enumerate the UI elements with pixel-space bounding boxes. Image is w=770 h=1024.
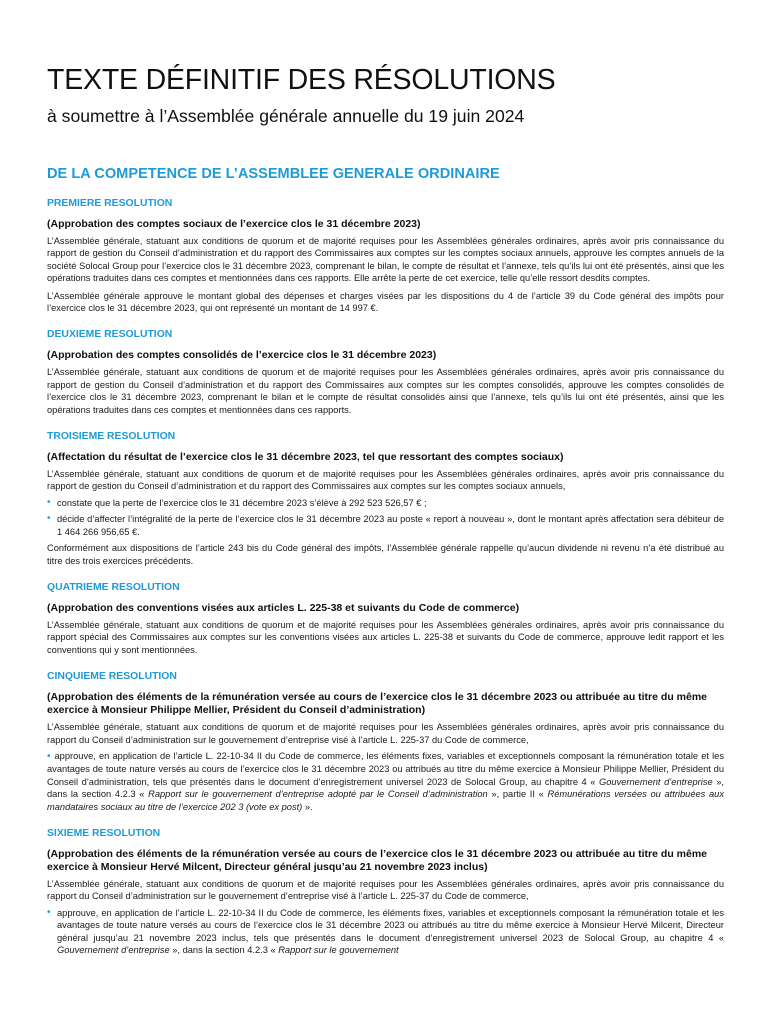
resolution-bullet-list	[47, 750, 724, 813]
list-item	[47, 750, 724, 813]
resolution-4	[47, 581, 724, 656]
bullet-text: », dans la section 4.2.3 «	[47, 776, 724, 800]
bullet-text: », dans la section 4.2.3 «	[169, 945, 279, 955]
resolution-heading: CINQUIEME RESOLUTION	[47, 671, 177, 683]
resolution-bullet-list	[47, 907, 724, 957]
resolution-paragraph: L’Assemblée générale, statuant aux conditions de quorum et de majorité requises pour les Assemblées générales ordinaires, après avoir pris connaissance du rapport spécial des Commissaires aux comptes sur les conventions visées aux articles L. 225-38 et suivants du Code de commerce, approuve ledit rapport et les conventions qui y sont mentionnées.	[47, 619, 724, 655]
resolution-subtitle: (Approbation des conventions visées aux articles L. 225-38 et suivants du Code de commerce)	[47, 601, 520, 614]
resolution-1	[47, 197, 724, 314]
bullet-text-italic: Gouvernement d’entreprise	[57, 945, 170, 955]
resolution-heading: TROISIEME RESOLUTION	[47, 431, 176, 443]
resolution-heading: PREMIERE RESOLUTION	[47, 198, 173, 209]
document-page	[47, 60, 724, 960]
bullet-text: approuve, en application de l’article L. 22-10-34 II du Code de commerce, les éléments fixes, variables et exceptionnels composant la rémunération totale et les avantages de toute nature versés au cours de l’exercice clos le 31 décembre 2023 ou attribués au titre du même exercice à Monsieur Philippe Mellier, Président du Conseil d’administration, tels que présentés dans le document d’enregistrement universel 2023 de Solocal Group, au chapitre 4 «	[47, 750, 724, 787]
resolution-heading: SIXIEME RESOLUTION	[47, 827, 161, 839]
resolution-subtitle: (Approbation des éléments de la rémunération versée au cours de l’exercice clos le 31 décembre 2023 ou attribuée au titre du même exercice à Monsieur Hervé Milcent, Directeur général jusqu’au 21 novembre 2023 inclus)	[47, 847, 707, 873]
bullet-text: approuve, en application de l’article L. 22-10-34 II du Code de commerce, les éléments fixes, variables et exceptionnels composant la rémunération totale et les avantages de toute nature versés au cours de l’exercice clos le 31 décembre 2023 ou attribués au titre du même exercice à Monsieur Hervé Milcent, Directeur général jusqu’au 21 novembre 2023 inclus, tels que présentés dans le document d’enregistrement universel 2023 de Solocal Group, au chapitre 4 «	[57, 907, 724, 943]
resolution-3	[47, 430, 724, 567]
list-item: • constate que la perte de l’exercice clos le 31 décembre 2023 s’élève à 292 523 526,57 € ;	[47, 497, 724, 509]
resolution-subtitle: (Approbation des éléments de la rémunération versée au cours de l’exercice clos le 31 décembre 2023 ou attribuée au titre du même exercice à Monsieur Philippe Mellier, Président du Conseil d’administration)	[47, 691, 707, 717]
section-title: DE LA COMPETENCE DE L’ASSEMBLEE GENERALE ORDINAIRE	[47, 166, 500, 182]
list-item	[47, 907, 724, 957]
resolution-heading: QUATRIEME RESOLUTION	[47, 581, 180, 593]
bullet-text-italic: Rapport sur le gouvernement d’entreprise adopté par le Conseil d’administration	[148, 789, 488, 800]
resolution-paragraph: L’Assemblée générale approuve le montant global des dépenses et charges visées par les dispositions du 4 de l’article 39 du Code général des impôts pour l’exercice clos le 31 décembre 2023, qui ont représenté un montant de 14 997 €.	[47, 290, 724, 314]
resolution-paragraph: L’Assemblée générale, statuant aux conditions de quorum et de majorité requises pour les Assemblées générales ordinaires, après avoir pris connaissance du rapport de gestion du Conseil d’administration et du rapport des Commissaires aux comptes sur les comptes consolidés, approuve les comptes consolidés de l’exercice clos le 31 décembre 2023, comprenant le bilan et le compte de résultat consolidés ainsi que l’annexe, tels qu’ils lui ont été présentés, ainsi que les opérations traduites dans ces comptes et mentionnées dans ces rapports.	[47, 367, 724, 415]
resolution-heading: DEUXIEME RESOLUTION	[47, 329, 173, 341]
resolution-bullet-list	[47, 497, 724, 538]
bullet-text: », partie II «	[487, 789, 548, 800]
resolution-2	[47, 328, 724, 416]
resolution-5	[47, 670, 724, 813]
bullet-text-italic: Gouvernement d’entreprise	[599, 776, 713, 787]
bullet-text-italic: Rémunérations versées ou attribuées aux mandataires sociaux au titre de l’exercice 202 3 (vote ex post)	[47, 789, 724, 812]
resolution-paragraph: L’Assemblée générale, statuant aux conditions de quorum et de majorité requises pour les Assemblées générales ordinaires, après avoir pris connaissance du rapport du Conseil d’administration sur le gouvernement d’entreprise visé à l’article L. 225-37 du Code de commerce,	[47, 878, 724, 902]
resolution-6	[47, 827, 724, 956]
resolution-paragraph: L’Assemblée générale, statuant aux conditions de quorum et de majorité requises pour les Assemblées générales ordinaires, après avoir pris connaissance du rapport de gestion du Conseil d’administration et du rapport des Commissaires aux comptes sur les comptes sociaux annuels, approuve les comptes annuels de la société Solocal Group pour l’exercice clos le 31 décembre 2023, comprenant le bilan, le compte de résultat et l’annexe, tels qu’ils lui ont été présentés, ainsi que les opérations traduites dans ces comptes et mentionnées dans ces rapports. Elle arrête la perte de cet exercice, telle qu’elle ressort desdits comptes.	[47, 236, 724, 284]
list-item: • décide d’affecter l’intégralité de la perte de l’exercice clos le 31 décembre 2023 au poste « report à nouveau », dont le montant après affectation sera débiteur de 1 464 266 956,65 €.	[47, 513, 724, 538]
resolution-subtitle: (Affectation du résultat de l’exercice clos le 31 décembre 2023, tel que ressortant des comptes sociaux)	[47, 451, 564, 464]
resolution-subtitle: (Approbation des comptes sociaux de l’exercice clos le 31 décembre 2023)	[47, 218, 421, 230]
bullet-text: ».	[302, 801, 313, 812]
document-subtitle: à soumettre à l’Assemblée générale annuelle du 19 juin 2024	[47, 106, 525, 126]
bullet-text-italic: Rapport sur le gouvernement	[278, 945, 399, 955]
resolution-paragraph: L’Assemblée générale, statuant aux conditions de quorum et de majorité requises pour les Assemblées générales ordinaires, après avoir pris connaissance du rapport du Conseil d’administration sur le gouvernement d’entreprise visé à l’article L. 225-37 du Code de commerce,	[47, 722, 724, 745]
document-title: TEXTE DÉFINITIF DES RÉSOLUTIONS	[47, 64, 556, 96]
resolution-paragraph: L’Assemblée générale, statuant aux conditions de quorum et de majorité requises pour les Assemblées générales ordinaires, après avoir pris connaissance du rapport de gestion du Conseil d’administration et du rapport des Commissaires aux comptes sur les comptes sociaux annuels,	[47, 469, 724, 492]
resolution-subtitle: (Approbation des comptes consolidés de l’exercice clos le 31 décembre 2023)	[47, 349, 437, 362]
resolution-paragraph: Conformément aux dispositions de l’article 243 bis du Code général des impôts, l’Assemblée générale rappelle qu’aucun dividende ni revenu n’a été distribué au titre des trois exercices précédents.	[47, 543, 724, 566]
